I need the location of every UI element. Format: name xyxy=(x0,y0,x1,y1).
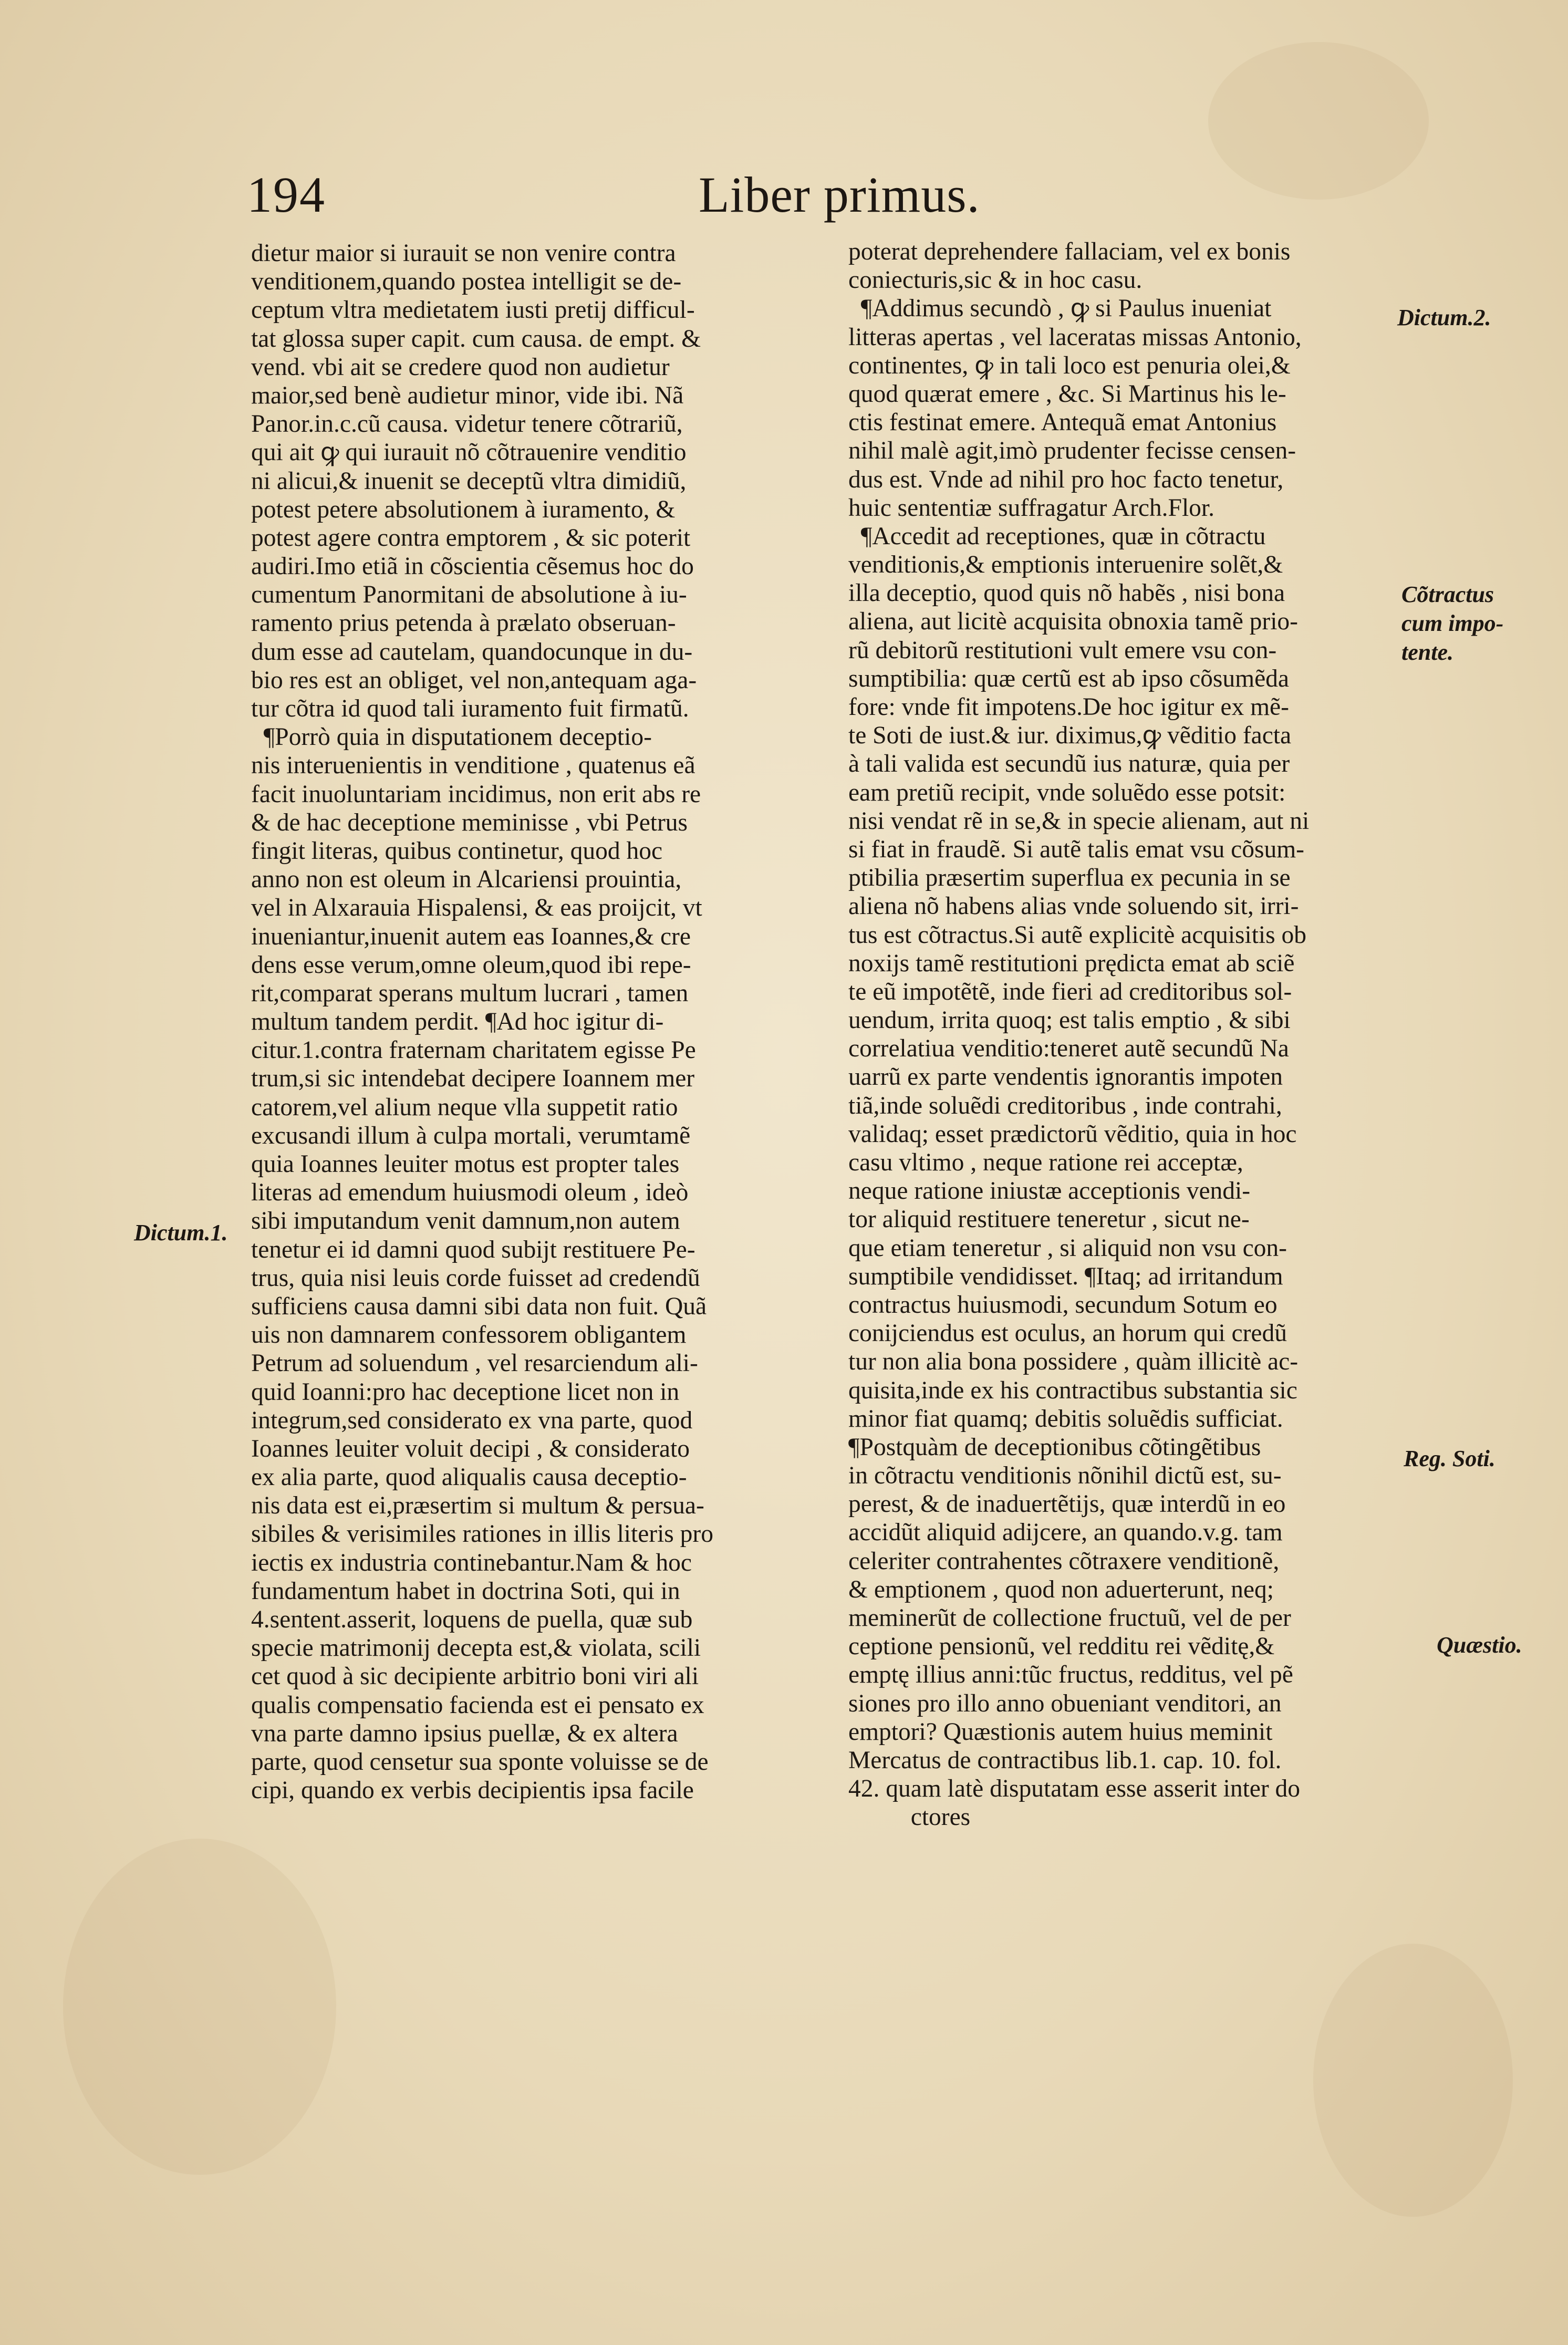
text-line: fundamentum habet in doctrina Soti, qui in xyxy=(251,1577,680,1605)
margin-note-contractus-cont: cum impo- xyxy=(1401,610,1504,636)
text-line: trus, quia nisi leuis corde fuisset ad credendũ xyxy=(251,1264,700,1292)
text-line: & emptionem , quod non aduerterunt, neq; xyxy=(848,1575,1274,1603)
text-line: casu vltimo , neque ratione rei acceptæ, xyxy=(848,1149,1243,1176)
text-line: cipi, quando ex verbis decipientis ipsa facile xyxy=(251,1777,694,1804)
text-line: celeriter contrahentes cõtraxere venditionẽ, xyxy=(848,1547,1280,1575)
text-line: multum tandem perdit. ¶Ad hoc igitur di- xyxy=(251,1008,664,1036)
text-line: fore: vnde fit impotens.De hoc igitur ex mẽ- xyxy=(848,693,1289,721)
text-line: Panor.in.c.cũ causa. videtur tenere cõtrariũ, xyxy=(251,410,683,438)
text-line: noxijs tamẽ restitutioni prędicta emat ab sciẽ xyxy=(848,949,1295,977)
text-line: facit inuoluntariam incidimus, non erit abs re xyxy=(251,780,701,808)
text-line: catorem,vel alium neque vlla suppetit ratio xyxy=(251,1093,678,1121)
text-line: ramento prius petenda à prælato obseruan- xyxy=(251,609,676,637)
text-line: excusandi illum à culpa mortali, verumtamẽ xyxy=(251,1122,691,1149)
text-line: vna parte damno ipsius puellæ, & ex altera xyxy=(251,1719,678,1747)
text-line: aliena nõ habens alias vnde soluendo sit, irri- xyxy=(848,893,1299,920)
text-line: ni alicui,& inuenit se deceptũ vltra dimidiũ, xyxy=(251,467,687,495)
text-line: tiã,inde soluẽdi creditoribus , inde contrahi, xyxy=(848,1092,1282,1119)
text-line: Petrum ad soluendum , vel resarciendum ali- xyxy=(251,1350,698,1377)
text-line: fingit literas, quibus continetur, quod hoc xyxy=(251,837,663,865)
text-line: ex alia parte, quod aliqualis causa deceptio- xyxy=(251,1464,687,1491)
left-text-column xyxy=(251,239,818,1804)
text-line: validaq; esset prædictorũ vẽditio, quia in hoc xyxy=(848,1120,1297,1148)
text-line: in cõtractu venditionis nõnihil dictũ est, su- xyxy=(848,1462,1282,1490)
text-line: inueniantur,inuenit autem eas Ioannes,& cre xyxy=(251,922,691,950)
text-line: accidũt aliquid adijcere, an quando.v.g. tam xyxy=(848,1519,1283,1547)
text-line: aliena, aut licitè acquisita obnoxia tamẽ prio- xyxy=(848,608,1298,636)
text-line: ceptum vltra medietatem iusti pretij difficul- xyxy=(251,296,695,324)
text-line: à tali valida est secundũ ius naturæ, quia per xyxy=(848,750,1290,778)
text-line: uis non damnarem confessorem obligantem xyxy=(251,1321,687,1349)
text-line: tus est cõtractus.Si autẽ explicitè acquisitis ob xyxy=(848,921,1306,949)
text-line: que etiam teneretur , si aliquid non vsu con- xyxy=(848,1234,1287,1262)
text-line: tur cõtra id quod tali iuramento fuit firmatũ. xyxy=(251,695,689,722)
text-line: ¶Porrò quia in disputationem deceptio- xyxy=(251,723,652,751)
text-line: audiri.Imo etiã in cõscientia cẽsemus hoc do xyxy=(251,553,694,580)
text-line: illa deceptio, quod quis nõ habẽs , nisi bona xyxy=(848,579,1285,607)
text-line: perest, & de inaduertẽtijs, quæ interdũ in eo xyxy=(848,1490,1286,1518)
text-line: integrum,sed considerato ex vna parte, quod xyxy=(251,1406,693,1434)
text-line: tur non alia bona possidere , quàm illicitè ac- xyxy=(848,1348,1299,1376)
text-line: potest petere absolutionem à iuramento, & xyxy=(251,495,676,523)
text-line: nihil malè agit,imò prudenter fecisse censen- xyxy=(848,437,1296,465)
text-line: nis data est ei,præsertim si multum & persua- xyxy=(251,1492,704,1520)
text-line: quod quærat emere , &c. Si Martinus his le- xyxy=(848,380,1286,408)
text-line: qui ait ꝙ qui iurauit nõ cõtrauenire venditio xyxy=(251,439,687,466)
text-line: parte, quod censetur sua sponte voluisse se de xyxy=(251,1748,709,1776)
text-line: rit,comparat sperans multum lucrari , tamen xyxy=(251,979,689,1007)
text-line: cumentum Panormitani de absolutione à iu- xyxy=(251,581,687,609)
text-line: neque ratione iniustæ acceptionis vendi- xyxy=(848,1177,1251,1205)
text-line: nisi vendat rẽ in se,& in specie alienam, aut ni xyxy=(848,807,1310,835)
text-line: quid Ioanni:pro hac deceptione licet non in xyxy=(251,1378,680,1406)
text-line: uendum, irrita quoq; est talis emptio , & sibi xyxy=(848,1007,1291,1034)
text-line: meminerũt de collectione fructuũ, vel de per xyxy=(848,1604,1291,1632)
text-line: siones pro illo anno obueniant venditori, an xyxy=(848,1689,1282,1717)
text-line: contractus huiusmodi, secundum Sotum eo xyxy=(848,1291,1278,1319)
text-line: anno non est oleum in Alcariensi prouintia, xyxy=(251,866,682,894)
text-line: te eũ impotẽtẽ, inde fieri ad creditoribus sol- xyxy=(848,978,1292,1005)
text-line: 4.sentent.asserit, loquens de puella, quæ sub xyxy=(251,1606,693,1633)
text-line: huic sententiæ suffragatur Arch.Flor. xyxy=(848,494,1214,522)
text-line: continentes, ꝙ in tali loco est penuria olei,& xyxy=(848,351,1291,379)
text-line: potest agere contra emptorem , & sic poterit xyxy=(251,524,691,552)
right-text-column xyxy=(848,237,1405,1832)
page-number: 194 xyxy=(247,167,326,223)
text-line: iectis ex industria continebantur.Nam & hoc xyxy=(251,1549,692,1576)
page-header xyxy=(0,165,1568,229)
text-line: sibiles & verisimiles rationes in illis literis pro xyxy=(251,1520,713,1548)
text-line: uarrũ ex parte vendentis ignorantis impoten xyxy=(848,1063,1283,1091)
text-line: eam pretiũ recipit, vnde soluẽdo esse potsit: xyxy=(848,779,1286,806)
margin-note-contractus-end: tente. xyxy=(1401,639,1453,665)
text-line: trum,si sic intendebat decipere Ioannem mer xyxy=(251,1065,695,1093)
text-line: sibi imputandum venit damnum,non autem xyxy=(251,1207,680,1235)
text-line: nis interuenientis in venditione , quatenus eã xyxy=(251,752,695,780)
text-line: sumptibile vendidisset. ¶Itaq; ad irritandum xyxy=(848,1262,1283,1290)
text-line: Mercatus de contractibus lib.1. cap. 10. fol. xyxy=(848,1746,1282,1774)
text-line: Ioannes leuiter voluit decipi , & considerato xyxy=(251,1435,690,1462)
text-line: qualis compensatio facienda est ei pensato ex xyxy=(251,1691,704,1719)
text-line: correlatiua venditio:teneret autẽ secundũ Na xyxy=(848,1035,1289,1063)
text-line: tor aliquid restituere teneretur , sicut ne- xyxy=(848,1206,1250,1233)
text-line: vend. vbi ait se credere quod non audietur xyxy=(251,353,670,381)
paper-stain xyxy=(1313,1944,1513,2217)
text-line: emptę illius anni:tũc fructus, redditus, vel pẽ xyxy=(848,1661,1293,1689)
margin-note-dictum-2: Dictum.2. xyxy=(1397,305,1491,330)
text-line: citur.1.contra fraternam charitatem egisse Pe xyxy=(251,1036,696,1064)
running-head: Liber primus. xyxy=(699,167,980,223)
text-line: bio res est an obliget, vel non,antequam aga- xyxy=(251,666,697,694)
text-line: dus est. Vnde ad nihil pro hoc facto tenetur, xyxy=(848,465,1284,493)
margin-note-quaestio: Quæstio. xyxy=(1437,1632,1522,1658)
text-line: conijciendus est oculus, an horum qui credũ xyxy=(848,1320,1287,1347)
text-line: tenetur ei id damni quod subijt restituere Pe- xyxy=(251,1236,695,1263)
text-line: ¶Postquàm de deceptionibus cõtingẽtibus xyxy=(848,1433,1261,1461)
text-line: dum esse ad cautelam, quandocunque in du- xyxy=(251,638,693,666)
text-line: & de hac deceptione meminisse , vbi Petrus xyxy=(251,808,688,836)
text-line: quisita,inde ex his contractibus substantia sic xyxy=(848,1376,1297,1404)
text-line: venditionis,& emptionis interuenire solẽt,& xyxy=(848,551,1283,579)
text-line: maior,sed benè audietur minor, vide ibi. Nã xyxy=(251,381,684,409)
text-line: sufficiens causa damni sibi data non fuit. Quã xyxy=(251,1292,707,1320)
text-line: rũ debitorũ restitutioni vult emere vsu con- xyxy=(848,636,1277,664)
text-line: minor fiat quamq; debitis soluẽdis sufficiat. xyxy=(848,1405,1283,1433)
text-line: vel in Alxarauia Hispalensi, & eas proijcit, vt xyxy=(251,894,702,922)
text-line: ctores xyxy=(848,1803,971,1831)
text-line: ceptione pensionũ, vel redditu rei vẽditę,& xyxy=(848,1633,1275,1661)
text-line: si fiat in fraudẽ. Si autẽ talis emat vsu cõsum- xyxy=(848,835,1304,863)
text-line: specie matrimonij decepta est,& violata, scili xyxy=(251,1634,701,1662)
margin-note-contractus: Cõtractus xyxy=(1401,582,1494,607)
text-line: tat glossa super capit. cum causa. de empt. & xyxy=(251,325,701,352)
text-line: literas ad emendum huiusmodi oleum , ideò xyxy=(251,1179,689,1207)
text-line: dens esse verum,omne oleum,quod ibi repe- xyxy=(251,951,691,979)
text-line: ¶Accedit ad receptiones, quæ in cõtractu xyxy=(848,522,1266,550)
text-line: 42. quam latè disputatam esse asserit inter do xyxy=(848,1775,1301,1803)
text-line: venditionem,quando postea intelligit se de- xyxy=(251,268,682,296)
text-line: sumptibilia: quæ certũ est ab ipso cõsumẽda xyxy=(848,665,1290,692)
margin-note-dictum-1: Dictum.1. xyxy=(134,1220,228,1246)
text-line: litteras apertas , vel laceratas missas Antonio, xyxy=(848,323,1302,351)
text-line: cet quod à sic decipiente arbitrio boni viri ali xyxy=(251,1663,699,1690)
text-line: dietur maior si iurauit se non venire contra xyxy=(251,240,676,267)
text-line: te Soti de iust.& iur. diximus,ꝙ vẽditio facta xyxy=(848,722,1292,750)
text-line: coniecturis,sic & in hoc casu. xyxy=(848,266,1143,294)
text-line: ¶Addimus secundò , ꝙ si Paulus inueniat xyxy=(848,295,1272,323)
text-line: ctis festinat emere. Antequã emat Antonius xyxy=(848,409,1277,437)
text-line: emptori? Quæstionis autem huius meminit xyxy=(848,1718,1273,1746)
text-line: poterat deprehendere fallaciam, vel ex bonis xyxy=(848,238,1291,265)
text-line: ptibilia præsertim superflua ex pecunia in se xyxy=(848,864,1291,892)
text-line: quia Ioannes leuiter motus est propter tales xyxy=(251,1150,680,1178)
margin-note-reg-soti: Reg. Soti. xyxy=(1404,1446,1496,1471)
paper-stain xyxy=(63,1839,336,2175)
